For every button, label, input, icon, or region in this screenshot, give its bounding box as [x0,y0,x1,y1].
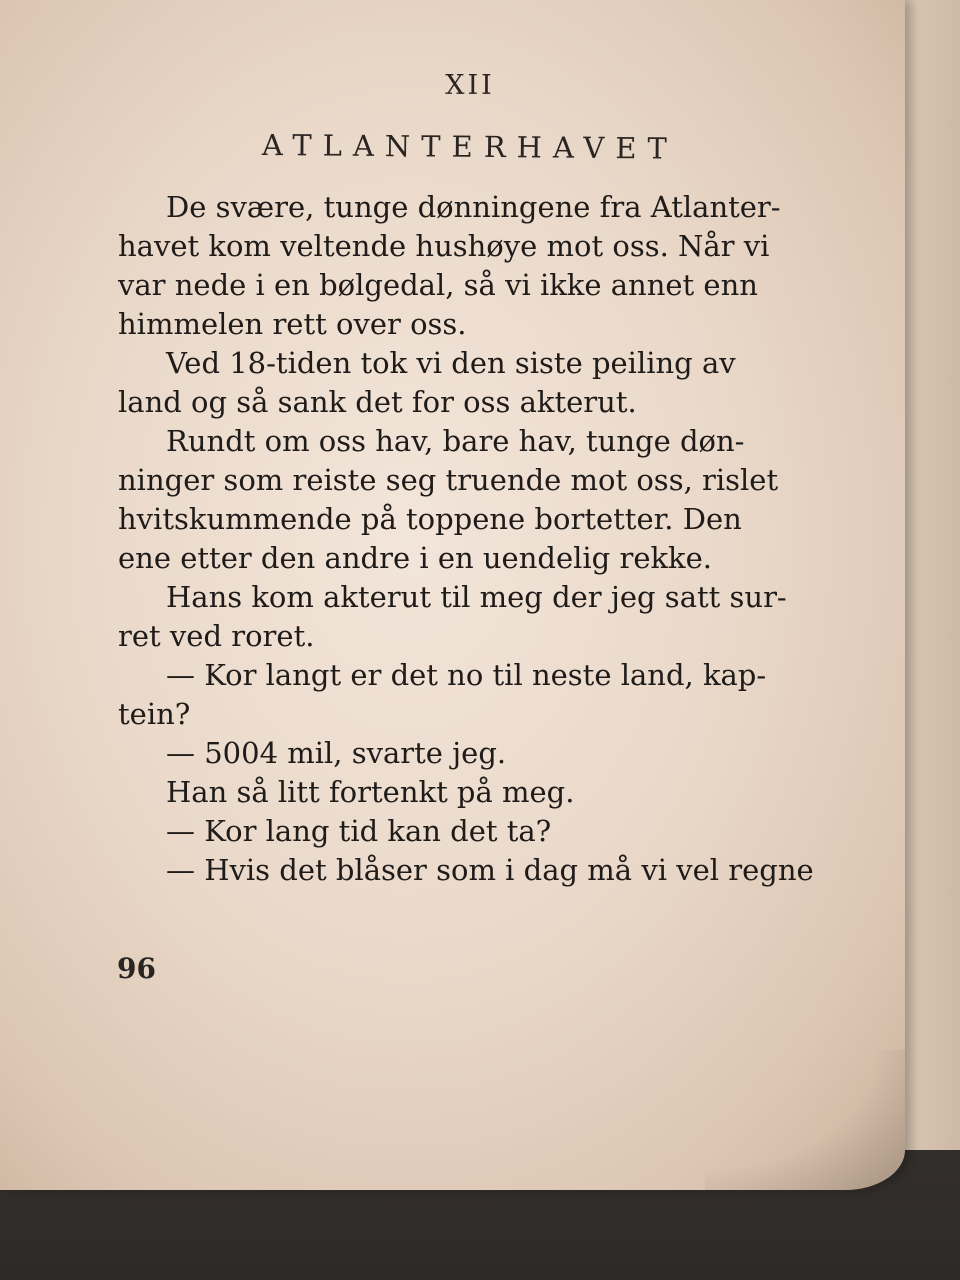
text-line: hvitskummende på toppene bortetter. Den [118,502,742,536]
text-line: himmelen rett over oss. [118,307,467,341]
text-line: ret ved roret. [118,619,315,653]
text-line: Hans kom akterut til meg der jeg satt sur- [166,580,787,614]
text-line: — 5004 mil, svarte jeg. [166,736,507,770]
text-line: — Kor lang tid kan det ta? [166,814,552,848]
text-line: — Hvis det blåser som i dag må vi vel regne [166,853,814,887]
body-text [118,188,818,890]
text-line: — Kor langt er det no til neste land, kap- [166,658,767,692]
text-line: Ved 18-tiden tok vi den siste peiling av [166,346,736,380]
text-line: var nede i en bølgedal, så vi ikke annet enn [118,268,758,302]
page-number: 96 [117,952,156,985]
text-line: Han så litt fortenkt på meg. [166,775,575,809]
text-line: Rundt om oss hav, bare hav, tunge døn- [166,424,745,458]
chapter-number: XII [445,70,495,101]
text-line: ene etter den andre i en uendelig rekke. [118,541,713,575]
text-line: tein? [118,697,191,731]
text-line: De svære, tunge dønningene fra Atlanter- [166,190,781,224]
page-curl-shadow [705,1050,905,1190]
chapter-title: ATLANTERHAVET [261,128,679,166]
text-line: havet kom veltende hushøye mot oss. Når vi [118,229,770,263]
text-line: land og så sank det for oss akterut. [118,385,637,419]
text-line: ninger som reiste seg truende mot oss, rislet [118,463,779,497]
